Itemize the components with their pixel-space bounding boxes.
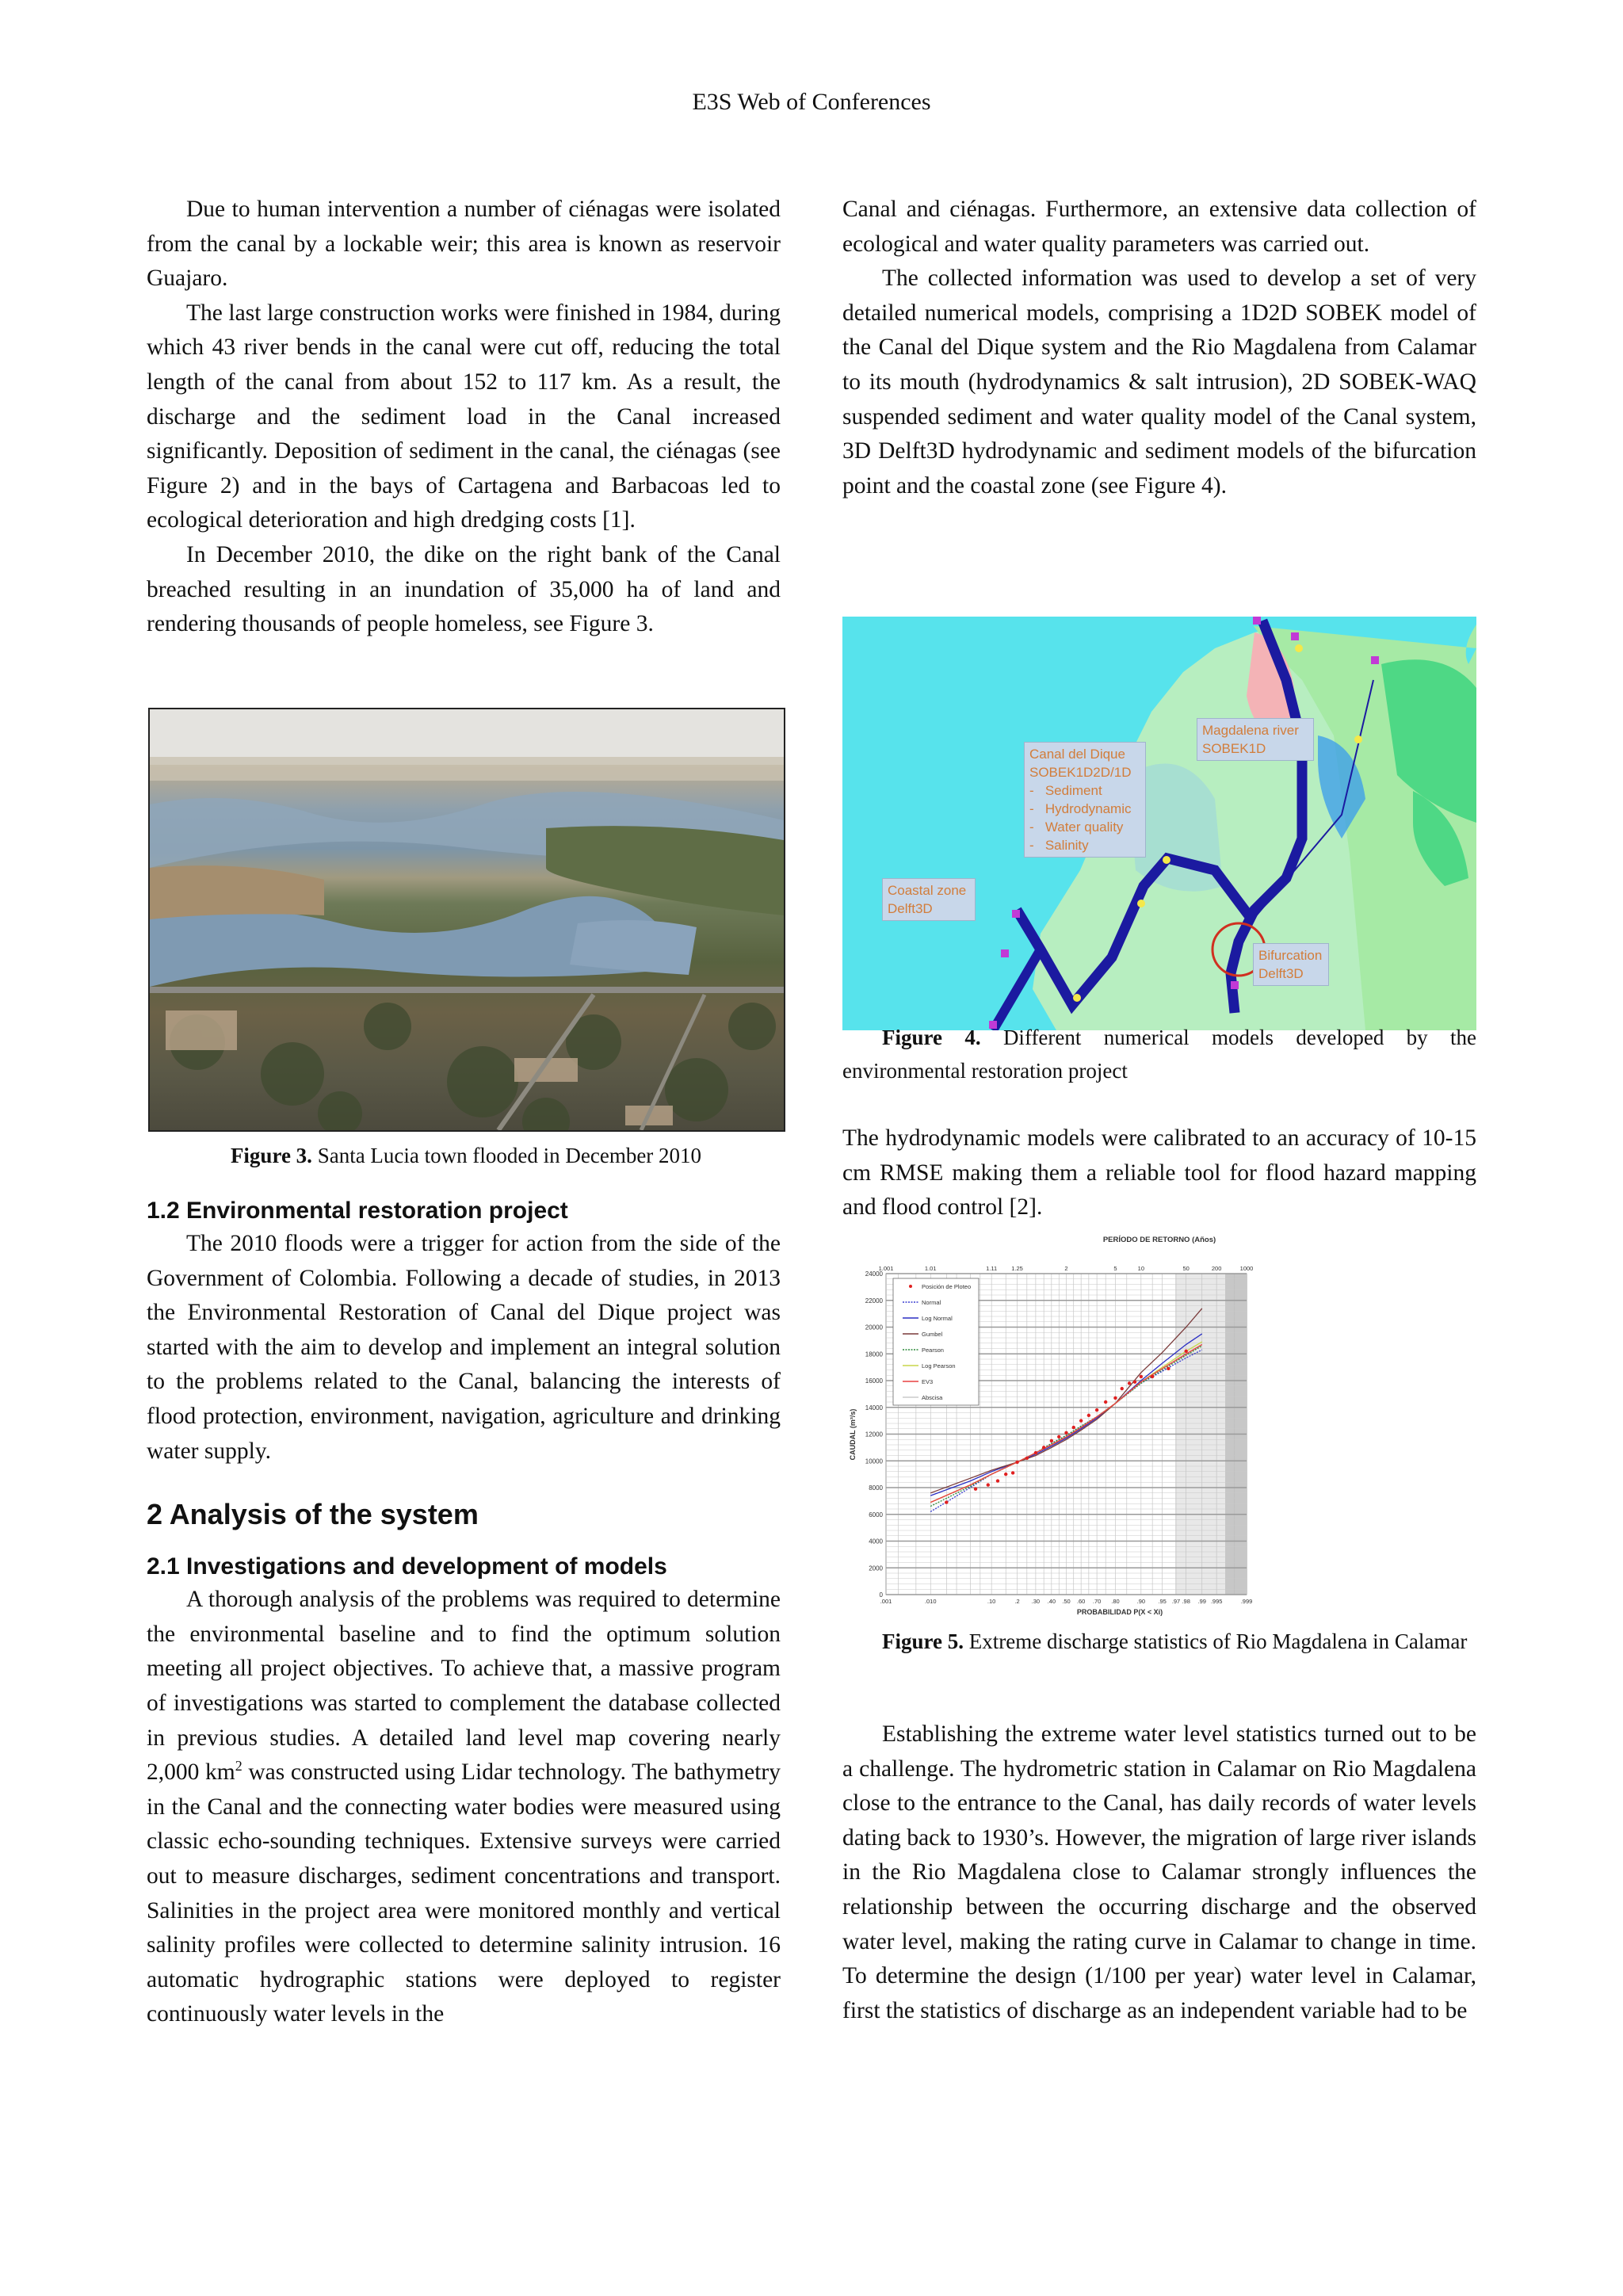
svg-text:.50: .50	[1062, 1598, 1071, 1605]
label-item: - Salinity	[1029, 838, 1089, 853]
svg-text:EV3: EV3	[922, 1378, 934, 1385]
svg-text:16000: 16000	[865, 1377, 883, 1385]
svg-text:1.001: 1.001	[878, 1265, 894, 1272]
section-heading-2: 2 Analysis of the system	[147, 1498, 479, 1531]
figure-4-caption	[842, 1021, 1476, 1087]
paragraph: In December 2010, the dike on the right bank of the Canal breached resulting in an inundation of 35,000 ha of land and rendering thousands of people homeless, see Figure 3.	[147, 541, 781, 637]
svg-text:.60: .60	[1076, 1598, 1086, 1605]
chart-title: PERÍODO DE RETORNO (Años)	[1102, 1236, 1216, 1244]
figure-5-chart	[842, 1232, 1476, 1619]
paragraph	[147, 1583, 781, 2032]
label-item: - Sediment	[1029, 783, 1102, 798]
running-header: E3S Web of Conferences	[692, 89, 931, 115]
svg-text:20000: 20000	[865, 1324, 883, 1331]
svg-text:200: 200	[1211, 1265, 1222, 1272]
right-column-mid	[842, 1121, 1476, 1225]
svg-text:6000: 6000	[869, 1511, 883, 1519]
svg-text:Abscisa: Abscisa	[922, 1394, 943, 1401]
superscript: 2	[235, 1758, 242, 1775]
label-item: - Hydrodynamic	[1029, 801, 1132, 816]
svg-text:2000: 2000	[869, 1564, 883, 1572]
svg-text:0: 0	[879, 1591, 883, 1599]
label-title: Coastal zone	[888, 883, 967, 898]
svg-text:.995: .995	[1210, 1598, 1223, 1605]
chart-ylabel: CAUDAL (m³/s)	[849, 1408, 857, 1461]
label-model: Delft3D	[1258, 966, 1304, 981]
paragraph: The hydrodynamic models were calibrated to an accuracy of 10-15 cm RMSE making them a reliable tool for flood hazard mapping and flood control [2].	[842, 1125, 1476, 1221]
paragraph: Due to human intervention a number of ciénagas were isolated from the canal by a lockable weir; this area is known as reservoir Guajaro.	[147, 197, 781, 292]
svg-text:1.01: 1.01	[924, 1265, 937, 1272]
svg-text:.97: .97	[1171, 1598, 1181, 1605]
svg-text:Posición de Ploteo: Posición de Ploteo	[922, 1283, 972, 1290]
label-title: Magdalena river	[1202, 723, 1299, 738]
section-heading-2-1: 2.1 Investigations and development of models	[147, 1553, 667, 1580]
figure-5-caption	[842, 1625, 1476, 1658]
svg-text:5: 5	[1113, 1265, 1117, 1272]
map-label-magdalena	[1197, 718, 1314, 761]
left-column-bottom	[147, 1195, 781, 2032]
figure-3-photo	[148, 708, 785, 1132]
svg-text:.30: .30	[1031, 1598, 1041, 1605]
svg-text:22000: 22000	[865, 1297, 883, 1305]
paragraph-part: was constructed using Lidar technology. The bathymetry in the Canal and the connecting water bodies were measured using classic echo-sounding techniques. Extensive surveys were carried out to measure discharges, sediment concentrations and transport. Salinities in the project area were monitored monthly and vertical salinity profiles were collected to determine salinity intrusion. 16 automatic hydrographic stations were deployed to register continuously water levels in the	[147, 1759, 781, 2027]
figure-label: Figure 5.	[882, 1629, 964, 1653]
svg-text:.40: .40	[1047, 1598, 1056, 1605]
label-item: - Water quality	[1029, 819, 1124, 835]
svg-text:.001: .001	[880, 1598, 892, 1605]
section-heading-1-2: 1.2 Environmental restoration project	[147, 1198, 568, 1224]
svg-text:10: 10	[1137, 1265, 1145, 1272]
caption-text-wrap	[842, 1021, 1476, 1087]
label-title: Bifurcation	[1258, 948, 1323, 963]
svg-text:.95: .95	[1158, 1598, 1167, 1605]
svg-text:Log Pearson: Log Pearson	[922, 1362, 956, 1370]
right-column-top	[842, 193, 1476, 503]
label-model: SOBEK1D2D/1D	[1029, 765, 1132, 780]
svg-text:.98: .98	[1182, 1598, 1190, 1605]
svg-text:Normal: Normal	[922, 1299, 941, 1306]
svg-text:.70: .70	[1092, 1598, 1102, 1605]
map-label-coastal-zone	[882, 878, 976, 921]
figure-label: Figure 3.	[230, 1144, 312, 1167]
right-column-bottom	[842, 1717, 1476, 2028]
svg-text:1000: 1000	[1239, 1265, 1254, 1272]
svg-text:.2: .2	[1014, 1598, 1020, 1605]
caption-text: Santa Lucia town flooded in December 2010	[311, 1144, 702, 1167]
map-label-bifurcation	[1253, 943, 1329, 986]
svg-text:.10: .10	[987, 1598, 996, 1605]
figure-label: Figure 4.	[882, 1026, 981, 1049]
svg-text:8000: 8000	[869, 1484, 883, 1492]
svg-text:.010: .010	[924, 1598, 937, 1605]
svg-text:1.11: 1.11	[986, 1265, 998, 1272]
svg-text:.99: .99	[1197, 1598, 1206, 1605]
label-model: SOBEK1D	[1202, 741, 1266, 756]
paragraph: Canal and ciénagas. Furthermore, an extensive data collection of ecological and water quality parameters was carried out.	[842, 197, 1476, 257]
label-title: Canal del Dique	[1029, 747, 1125, 762]
paragraph: The 2010 floods were a trigger for action from the side of the Government of Colombia. Following a decade of studies, in 2013 the Environmental Restoration of Canal del Dique project was started with the aim to develop and implement an integral solution to the problems related to the Canal, balancing the interests of flood protection, environment, navigation, agriculture and drinking water supply.	[147, 1231, 781, 1464]
svg-text:Pearson: Pearson	[922, 1347, 944, 1354]
svg-text:24000: 24000	[865, 1270, 883, 1278]
left-column-top	[147, 193, 781, 642]
svg-text:4000: 4000	[869, 1538, 883, 1545]
figure-3-caption	[147, 1139, 785, 1172]
paragraph: The collected information was used to develop a set of very detailed numerical models, comprising a 1D2D SOBEK model of the Canal del Dique system and the Rio Magdalena from Calamar to its mouth (hydrodynamics & salt intrusion), 2D SOBEK-WAQ suspended sediment and water quality model of the Canal system, 3D Delft3D hydrodynamic and sediment models of the bifurcation point and the coastal zone (see Figure 4).	[842, 266, 1476, 499]
paragraph-part: A thorough analysis of the problems was required to determine the environmental baseline and to find the optimum solution meeting all project objectives. To achieve that, a massive program of investigations was started to complement the database collected in previous studies. A detailed land level map covering nearly 2,000 km	[147, 1587, 781, 1786]
svg-text:10000: 10000	[865, 1457, 883, 1465]
svg-text:.999: .999	[1240, 1598, 1253, 1605]
svg-text:.80: .80	[1111, 1598, 1120, 1605]
svg-text:50: 50	[1182, 1265, 1190, 1272]
figure-4-map	[842, 617, 1476, 1030]
caption-text: Different numerical models developed by the environmental restoration project	[842, 1026, 1476, 1083]
chart-xlabel: PROBABILIDAD P(X < Xi)	[1076, 1608, 1163, 1616]
svg-text:18000: 18000	[865, 1350, 883, 1358]
caption-text: Extreme discharge statistics of Rio Magdalena in Calamar	[964, 1629, 1468, 1653]
chart-legend	[893, 1278, 979, 1405]
map-label-canal-del-dique	[1024, 742, 1146, 858]
svg-text:1.25: 1.25	[1011, 1265, 1023, 1272]
label-model: Delft3D	[888, 901, 933, 916]
paragraph: Establishing the extreme water level statistics turned out to be a challenge. The hydrometric station in Calamar on Rio Magdalena close to the entrance to the Canal, has daily records of water levels dating back to 1930’s. However, the migration of large river islands in the Rio Magdalena close to Calamar strongly influences the relationship between the occurring discharge and the observed water level, making the rating curve in Calamar to change in time. To determine the design (1/100 per year) water level in Calamar, first the statistics of discharge as an independent variable had to be	[842, 1721, 1476, 2023]
svg-text:Log Normal: Log Normal	[922, 1315, 953, 1322]
svg-text:14000: 14000	[865, 1404, 883, 1412]
svg-text:2: 2	[1064, 1265, 1068, 1272]
svg-text:12000: 12000	[865, 1431, 883, 1438]
caption-text-wrap	[842, 1625, 1476, 1658]
paragraph: The last large construction works were finished in 1984, during which 43 river bends in the canal were cut off, reducing the total length of the canal from about 152 to 117 km. As a result, the discharge and the sediment load in the Canal increased significantly. Deposition of sediment in the canal, the ciénagas (see Figure 2) and in the bays of Cartagena and Barbacoas led to ecological deterioration and high dredging costs [1].	[147, 300, 781, 533]
svg-text:Gumbel: Gumbel	[922, 1331, 943, 1338]
svg-text:.90: .90	[1136, 1598, 1146, 1605]
